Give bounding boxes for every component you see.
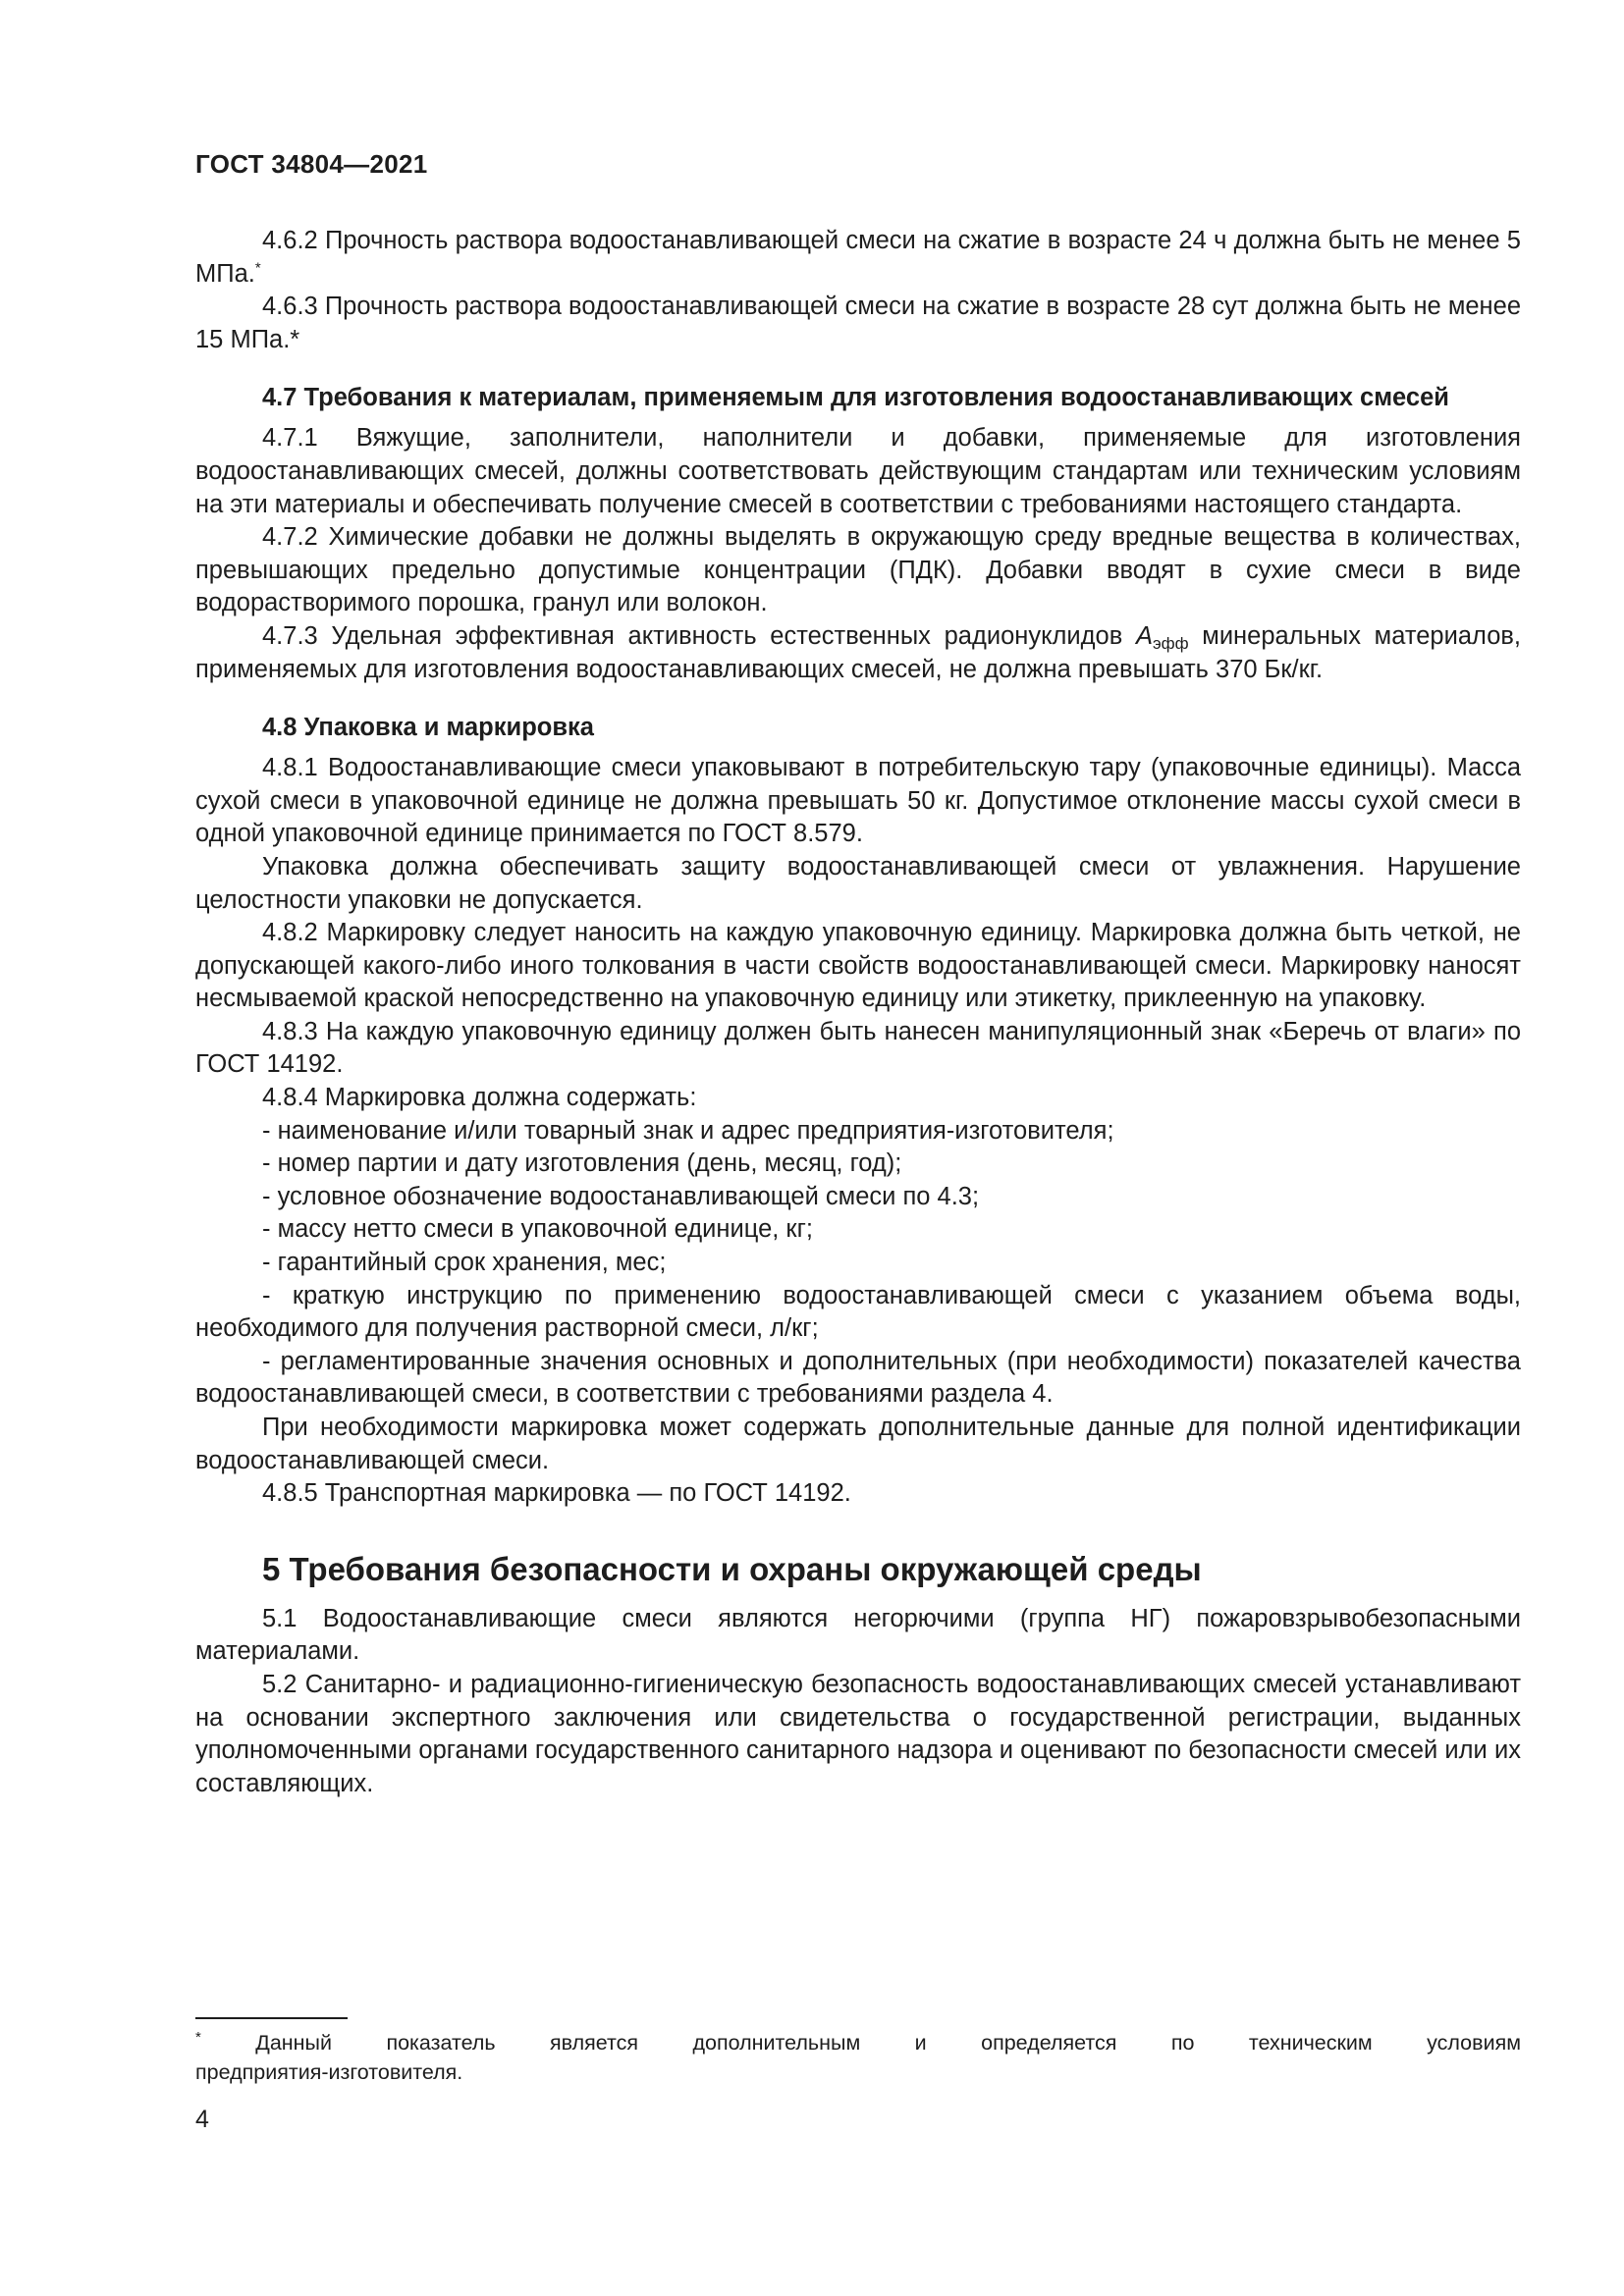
paragraph-4-8-4-additional: При необходимости маркировка может содержать дополнительные данные для полной идентификации водоостанавливающей смеси. — [195, 1414, 1521, 1474]
list-item: - массу нетто смеси в упаковочной единице, кг; — [262, 1215, 813, 1244]
page-number: 4 — [195, 2106, 209, 2133]
list-item: - наименование и/или товарный знак и адрес предприятия-изготовителя; — [262, 1116, 1114, 1145]
footnote — [195, 2028, 1521, 2087]
heading-4-8: 4.8 Упаковка и маркировка — [262, 714, 594, 742]
paragraph-4-8-5: 4.8.5 Транспортная маркировка — по ГОСТ 14192. — [262, 1479, 851, 1508]
paragraph-4-7-2: 4.7.2 Химические добавки не должны выделять в окружающую среду вредные вещества в количествах, превышающих предельно допустимые концентрации (ПДК). Добавки вводят в сухие смеси в виде водорастворимого порошка, гранул или волокон. — [195, 523, 1521, 617]
paragraph-4-6-2-text: 4.6.2 Прочность раствора водоостанавливающей смеси на сжатие в возрасте 24 ч должна быть не менее 5 МПа. — [195, 227, 1521, 288]
list-item: - краткую инструкцию по применению водоостанавливающей смеси с указанием объема воды, необходимого для получения растворной смеси, л/кг; — [195, 1281, 1521, 1343]
paragraph-4-6-3: 4.6.3 Прочность раствора водоостанавливающей смеси на сжатие в возрасте 28 сут должна быть не менее 15 МПа.* — [195, 293, 1521, 353]
heading-4-7: 4.7 Требования к материалам, применяемым для изготовления водоостанавливающих смесей — [262, 384, 1449, 412]
footnote-line-1 — [195, 2028, 1521, 2057]
paragraph-4-8-1-packaging: Упаковка должна обеспечивать защиту водоостанавливающей смеси от увлажнения. Нарушение целостности упаковки не допускается. — [195, 852, 1521, 914]
document-code-header: ГОСТ 34804—2021 — [195, 149, 428, 179]
paragraph-5-1: 5.1 Водоостанавливающие смеси являются негорючими (группа НГ) пожаровзрывобезопасными материалами. — [195, 1604, 1521, 1666]
paragraph-4-8-4: 4.8.4 Маркировка должна содержать: — [262, 1084, 697, 1112]
list-item: - условное обозначение водоостанавливающей смеси по 4.3; — [262, 1182, 980, 1210]
main-content — [195, 225, 1521, 1800]
footnote-separator — [195, 2017, 348, 2019]
list-item: - гарантийный срок хранения, мес; — [262, 1249, 667, 1277]
list-item: - регламентированные значения основных и дополнительных (при необходимости) показателей качества водоостанавливающей смеси, в соответствии с требованиями раздела 4. — [195, 1347, 1521, 1409]
paragraph-4-7-3 — [195, 620, 1521, 686]
list-item: - номер партии и дату изготовления (день, месяц, год); — [262, 1149, 902, 1178]
heading-section-5: 5 Требования безопасности и охраны окружающей среды — [262, 1550, 1202, 1587]
paragraph-4-7-1: 4.7.1 Вяжущие, заполнители, наполнители и добавки, применяемые для изготовления водоостанавливающих смесей, должны соответствовать действующим стандартам или техническим условиям на эти материалы и обеспечивать получение смесей в соответствии с требованиями настоящего стандарта. — [195, 424, 1521, 518]
footnote-text-1: Данный показатель является дополнительным и определяется по техническим условиям — [200, 2031, 1521, 2055]
paragraph-4-6-2 — [195, 225, 1521, 291]
footnote-line-2: предприятия-изготовителя. — [195, 2060, 463, 2084]
paragraph-4-8-2: 4.8.2 Маркировку следует наносить на каждую упаковочную единицу. Маркировка должна быть четкой, не допускающей какого-либо иного толкования в части свойств водоостанавливающей смеси. Маркировку наносят несмываемой краской непосредственно на упаковочную единицу или этикетку, приклеенную на упаковку. — [195, 919, 1521, 1013]
paragraph-4-7-3-text-end: минеральных материалов, применяемых для изготовления водоостанавливающих смесей, не должна превышать 370 Бк/кг. — [195, 621, 1522, 683]
paragraph-5-2: 5.2 Санитарно- и радиационно-гигиеническую безопасность водоостанавливающих смесей устанавливают на основании экспертного заключения или свидетельства о государственной регистрации, выданных уполномоченными органами государственного санитарного надзора и оценивают по безопасности смесей или их составляющих. — [195, 1670, 1521, 1797]
footnote-mark: * — [195, 2028, 201, 2046]
activity-symbol-subscript: эфф — [1152, 633, 1189, 653]
paragraph-4-8-3: 4.8.3 На каждую упаковочную единицу должен быть нанесен манипуляционный знак «Беречь от влаги» по ГОСТ 14192. — [195, 1017, 1521, 1079]
paragraph-4-7-3-text-start: 4.7.3 Удельная эффективная активность естественных радионуклидов — [262, 621, 1136, 650]
paragraph-4-8-1: 4.8.1 Водоостанавливающие смеси упаковывают в потребительскую тару (упаковочные единицы). Масса сухой смеси в упаковочной единице не должна превышать 50 кг. Допустимое отклонение массы сухой смеси в одной упаковочной единице принимается по ГОСТ 8.579. — [195, 754, 1521, 848]
activity-symbol: A — [1135, 621, 1153, 650]
footnote-reference-mark: * — [254, 259, 261, 277]
